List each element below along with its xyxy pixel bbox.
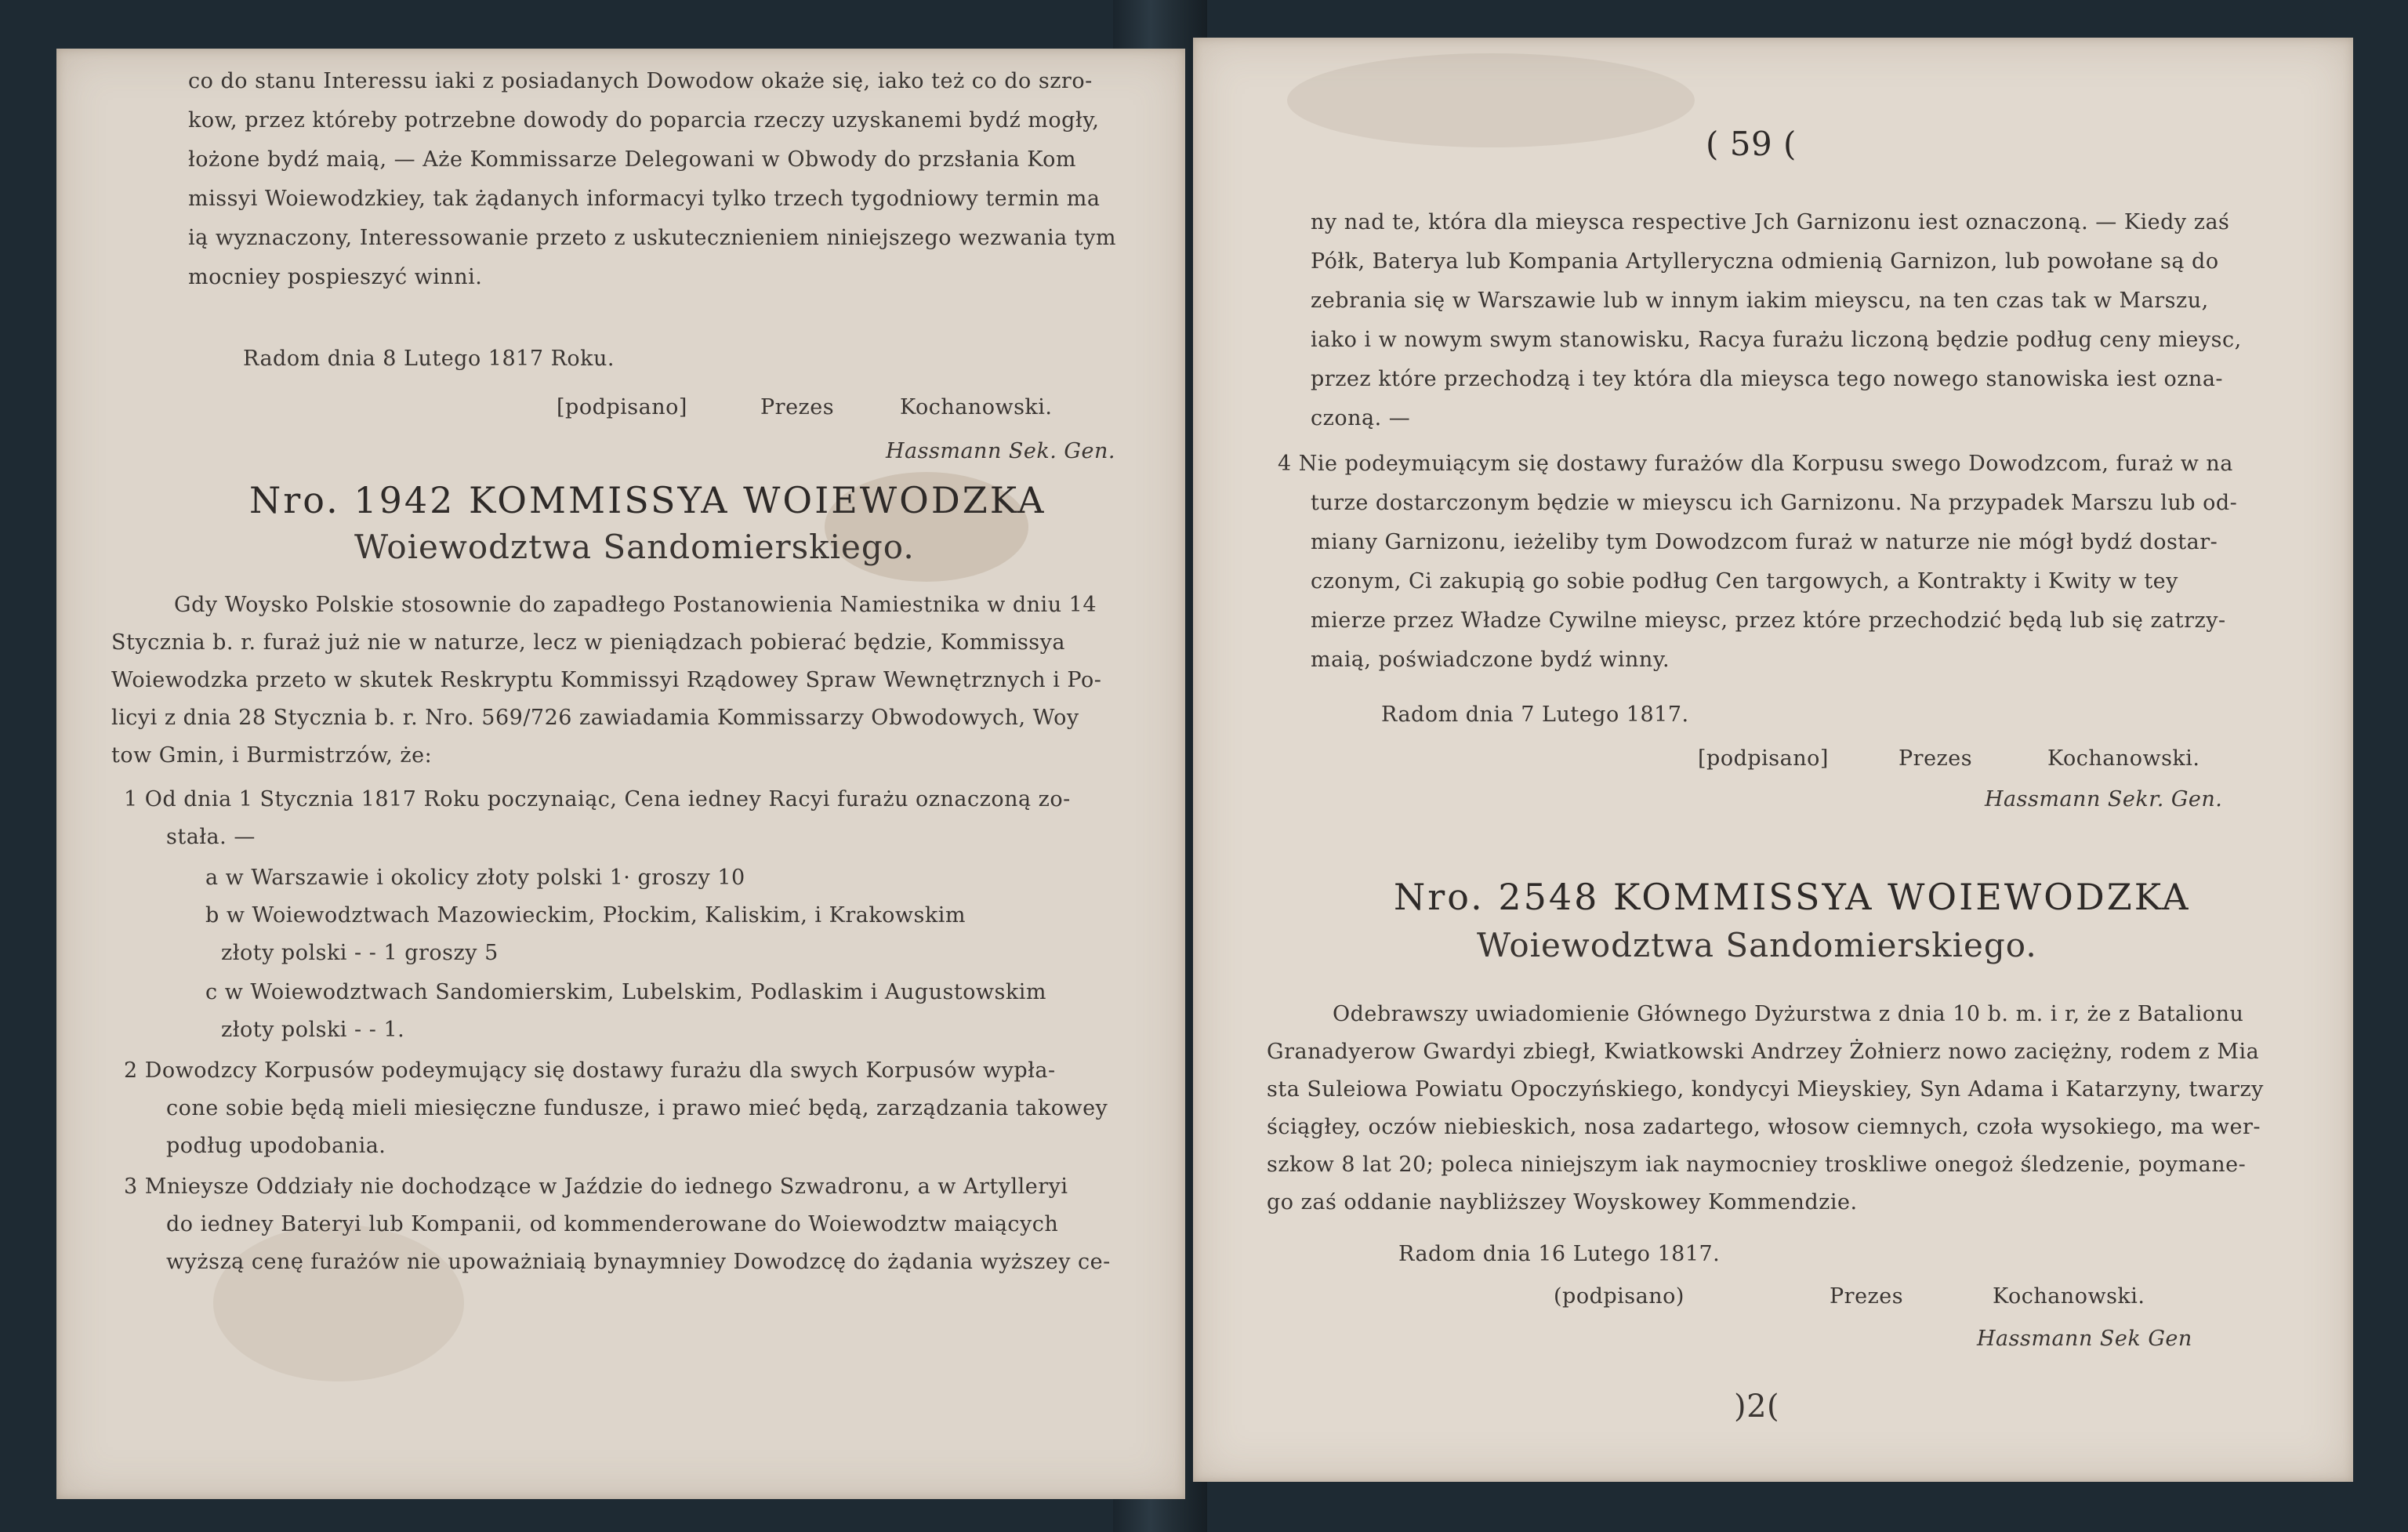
list-item: b w Woiewodztwach Mazowieckim, Płockim, Kaliskim, i Krakowskim [205,903,966,928]
date-line: Radom dnia 16 Lutego 1817. [1398,1242,1721,1266]
list-item: do iedney Bateryi lub Kompanii, od kommenderowane do Woiewodztw maiących [166,1212,1059,1236]
document-heading: Nro. 2548 KOMMISSYA WOIEWODZKA [1394,876,2191,918]
body-line: go zaś oddanie naybliższey Woyskowey Kommendzie. [1267,1190,1858,1214]
body-line: Woiewodzka przeto w skutek Reskryptu Kommissyi Rządowey Spraw Wewnętrznych i Po- [111,668,1102,692]
text-line: przez które przechodzą i tey która dla mieysca tego nowego stanowiska iest ozna- [1311,367,2224,391]
left-page [56,49,1185,1499]
list-item: a w Warszawie i okolicy złoty polski 1· groszy 10 [205,866,745,890]
text-line: zebrania się w Warszawie lub w innym iakim mieyscu, na ten czas tak w Marszu, [1311,289,2209,313]
signature-prezes: Prezes [760,395,835,419]
list-item: 3 Mnieysze Oddziały nie dochodzące w Jaździe do iednego Szwadronu, a w Artylleryi [124,1174,1068,1199]
text-line: ią wyznaczony, Interessowanie przeto z uskutecznieniem niniejszego wezwania tym [188,226,1117,250]
signature-secretary: Hassmann Sek Gen [1977,1327,2192,1351]
list-item: mierze przez Władze Cywilne mieysc, przez które przechodzić będą lub się zatrzy- [1311,608,2226,633]
list-item: 4 Nie podeymuiącym się dostawy furażów dla Korpusu swego Dowodzcom, furaż w na [1278,452,2233,476]
list-item: cone sobie będą mieli miesięczne funduszе, i prawo mieć będą, zarządzania takowey [166,1096,1108,1120]
list-item: złoty polski - - 1. [221,1018,405,1042]
document-subheading: Woiewodztwa Sandomierskiego. [354,528,915,566]
text-line: Półk, Baterya lub Kompania Artylleryczna odmienią Garnizon, lub powołane są do [1311,249,2219,274]
list-item: złoty polski - - 1 groszy 5 [221,941,499,965]
paper-stain [1287,53,1695,147]
text-line: czoną. — [1311,406,1411,430]
signature-name: Kochanowski. [2047,746,2200,771]
signature-name: Kochanowski. [900,395,1053,419]
list-item: 1 Od dnia 1 Stycznia 1817 Roku poczynaiąc, Cena iedney Racyi furażu oznaczoną zo- [124,787,1071,811]
signature-prezes: Prezes [1898,746,1973,771]
body-line: licyi z dnia 28 Stycznia b. r. Nro. 569/726 zawiadamia Kommissarzy Obwodowych, Woy [111,706,1079,730]
list-item: turze dostarczonym będzie w mieyscu ich Garnizonu. Na przypadek Marszu lub od- [1311,491,2238,515]
list-item: maią, poświadczone bydź winny. [1311,648,1670,672]
date-line: Radom dnia 8 Lutego 1817 Roku. [243,347,615,371]
list-item: miany Garnizonu, ieżeliby tym Dowodzcom furaż w naturze nie mógł bydź dostar- [1311,530,2218,554]
list-item: wyższą cenę furażów nie upoważniaią bynaymniey Dowodzcę do żądania wyższey ce- [166,1250,1111,1274]
text-line: iako i w nowym swym stanowisku, Racya furażu liczoną będzie podług ceny mieysc, [1311,328,2242,352]
body-line: Granadyerow Gwardyi zbiegł, Kwiatkowski Andrzey Żołnierz nowo zaciężny, rodem z Mia [1267,1040,2260,1064]
signature-secretary: Hassmann Sekr. Gen. [1985,787,2223,811]
signature-podpisano: [podpisano] [557,395,687,419]
body-line: ściągłey, oczów niebieskich, nosa zadartego, włosow ciemnych, czoła wysokiego, ma wer- [1267,1115,2261,1139]
document-subheading: Woiewodztwa Sandomierskiego. [1477,926,2037,964]
body-line: Odebrawszy uwiadomienie Głównego Dyżurstwa z dnia 10 b. m. i r, że z Batalionu [1333,1002,2244,1026]
date-line: Radom dnia 7 Lutego 1817. [1381,702,1689,727]
signature-name: Kochanowski. [1993,1284,2145,1309]
text-line: łożone bydź maią, — Aże Kommissarze Delegowani w Obwody do przsłania Kom [188,147,1077,172]
signature-podpisano: [podpisano] [1698,746,1829,771]
text-line: kow, przez któreby potrzebne dowody do poparcia rzeczy uzyskanemi bydź mogły, [188,108,1100,133]
list-item: czonym, Ci zakupią go sobie podług Cen targowych, a Kontrakty i Kwity w tey [1311,569,2178,594]
list-item: stała. — [166,825,256,849]
text-line: ny nad te, która dla mieysca respective Jch Garnizonu iest oznaczoną. — Kiedy zaś [1311,210,2230,234]
body-line: szkow 8 lat 20; poleca niniejszym iak naymocniey troskliwe onegoż śledzenie, poymane- [1267,1153,2247,1177]
text-line: co do stanu Interessu iaki z posiadanych Dowodow okaże się, iako też co do szro- [188,69,1093,93]
page-footer-mark: )2( [1734,1389,1780,1425]
text-line: mocniey pospieszyć winni. [188,265,483,289]
list-item: 2 Dowodzcy Korpusów podeymujący się dostawy furażu dla swych Korpusów wypła- [124,1058,1056,1083]
body-line: sta Suleiowa Powiatu Opoczyńskiego, kondycyi Mieyskiey, Syn Adama i Katarzyny, twarzy [1267,1077,2264,1102]
page-number: ( 59 ( [1706,125,1797,163]
body-line: tow Gmin, i Burmistrzów, że: [111,743,433,768]
right-page [1193,38,2353,1482]
signature-secretary: Hassmann Sek. Gen. [886,439,1115,463]
list-item: podług upodobania. [166,1134,386,1158]
document-heading: Nro. 1942 KOMMISSYA WOIEWODZKA [249,479,1046,521]
signature-podpisano: (podpisano) [1554,1284,1685,1309]
body-line: Stycznia b. r. furaż już nie w naturze, lecz w pieniądzach pobierać będzie, Kommissya [111,630,1065,655]
text-line: missyi Woiewodzkiey, tak żądanych informacyi tylko trzech tygodniowy termin ma [188,187,1101,211]
list-item: c w Woiewodztwach Sandomierskim, Lubelskim, Podlaskim i Augustowskim [205,980,1046,1004]
body-line: Gdy Woysko Polskie stosownie do zapadłego Postanowienia Namiestnika w dniu 14 [174,593,1097,617]
signature-prezes: Prezes [1830,1284,1904,1309]
